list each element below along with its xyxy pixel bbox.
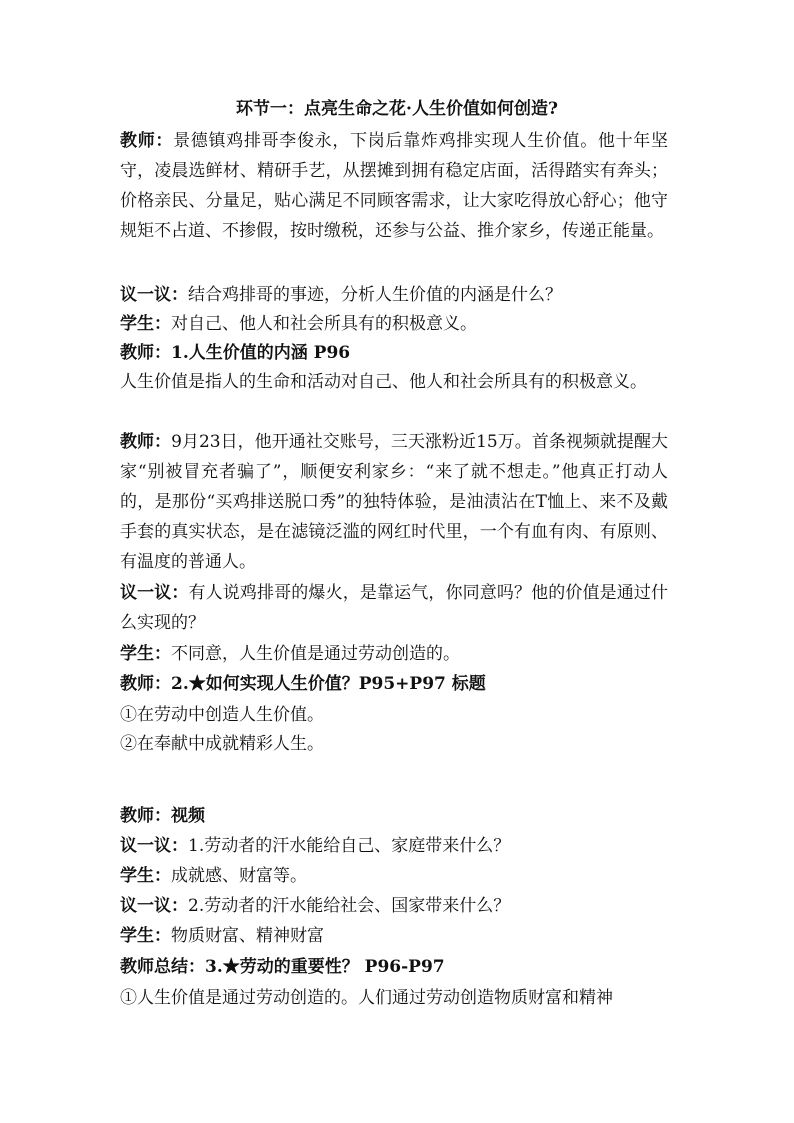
paragraph-student-1 xyxy=(120,309,668,339)
paragraph-text: 对自己、他人和社会所具有的积极意义。 xyxy=(171,314,477,334)
speaker-label: 教师： xyxy=(120,674,171,694)
paragraph-discuss-2 xyxy=(120,578,668,638)
speaker-label: 教师总结： xyxy=(120,957,205,977)
paragraph-discuss-1 xyxy=(120,280,668,310)
list-item xyxy=(120,700,668,730)
paragraph-text: 3.★劳动的重要性？ P96-P97 xyxy=(205,957,445,977)
speaker-label: 学生： xyxy=(120,644,171,664)
paragraph-teacher-intro xyxy=(120,126,668,246)
paragraph-text: ①人生价值是通过劳动创造的。人们通过劳动创造物质财富和精神 xyxy=(120,988,613,1008)
paragraph-text: 有人说鸡排哥的爆火，是靠运气，你同意吗？他的价值是通过什么实现的？ xyxy=(120,583,669,633)
paragraph-text: ①在劳动中创造人生价值。 xyxy=(120,705,324,725)
paragraph-teacher-heading-1 xyxy=(120,338,668,368)
speaker-label: 教师： xyxy=(120,343,171,363)
speaker-label: 议一议： xyxy=(120,285,188,305)
paragraph-text: 2.★如何实现人生价值？P95+P97 标题 xyxy=(171,674,486,694)
paragraph-discuss-3 xyxy=(120,831,668,861)
speaker-label: 议一议： xyxy=(120,583,189,603)
paragraph-text: 不同意，人生价值是通过劳动创造的。 xyxy=(171,644,460,664)
paragraph-text: 物质财富、精神财富 xyxy=(171,926,324,946)
speaker-label: 学生： xyxy=(120,926,171,946)
speaker-label: 议一议： xyxy=(120,896,188,916)
paragraph-definition xyxy=(120,367,668,397)
paragraph-text: 9月23日，他开通社交账号，三天涨粉近15万。首条视频就提醒大家“别被冒充者骗了”，顺便安利家乡：“来了就不想走。”他真正打动人的，是那份“买鸡排送脱口秀”的独特体验，是油渍沾在T恤上、来不及戴手套的真实状态，是在滤镜泛滥的网红时代里，一个有血有肉、有原则、有温度的普通人。 xyxy=(120,432,668,572)
paragraph-teacher-story xyxy=(120,427,668,577)
paragraph-teacher-video xyxy=(120,801,668,831)
paragraph-student-2 xyxy=(120,639,668,669)
paragraph-discuss-4 xyxy=(120,891,668,921)
paragraph-student-4 xyxy=(120,921,668,951)
speaker-label: 教师： xyxy=(120,806,171,826)
speaker-label: 学生： xyxy=(120,314,171,334)
paragraph-text: 2.劳动者的汗水能给社会、国家带来什么？ xyxy=(188,896,511,916)
list-item xyxy=(120,729,668,759)
paragraph-text: 1.人生价值的内涵 P96 xyxy=(171,343,351,363)
paragraph-text: 视频 xyxy=(171,806,205,826)
paragraph-text: 结合鸡排哥的事迹，分析人生价值的内涵是什么？ xyxy=(188,285,562,305)
paragraph-text: 1.劳动者的汗水能给自己、家庭带来什么？ xyxy=(188,836,511,856)
section-title: 环节一：点亮生命之花·人生价值如何创造? xyxy=(236,99,558,119)
list-item xyxy=(120,983,668,1013)
paragraph-teacher-heading-2 xyxy=(120,669,668,699)
paragraph-text: ②在奉献中成就精彩人生。 xyxy=(120,734,324,754)
speaker-label: 议一议： xyxy=(120,836,188,856)
paragraph-text: 成就感、财富等。 xyxy=(171,866,307,886)
paragraph-text: 景德镇鸡排哥李俊永，下岗后靠炸鸡排实现人生价值。他十年坚守，凌晨选鲜材、精研手艺，从摆摊到拥有稳定店面，活得踏实有奔头；价格亲民、分量足，贴心满足不同顾客需求，让大家吃得放心舒心；他守规矩不占道、不掺假，按时缴税，还参与公益、推介家乡，传递正能量。 xyxy=(120,131,669,241)
speaker-label: 学生： xyxy=(120,866,171,886)
speaker-label: 教师： xyxy=(120,432,172,452)
paragraph-text: 人生价值是指人的生命和活动对自己、他人和社会所具有的积极意义。 xyxy=(120,372,647,392)
speaker-label: 教师： xyxy=(120,131,174,151)
paragraph-teacher-summary xyxy=(120,952,668,982)
paragraph-student-3 xyxy=(120,861,668,891)
